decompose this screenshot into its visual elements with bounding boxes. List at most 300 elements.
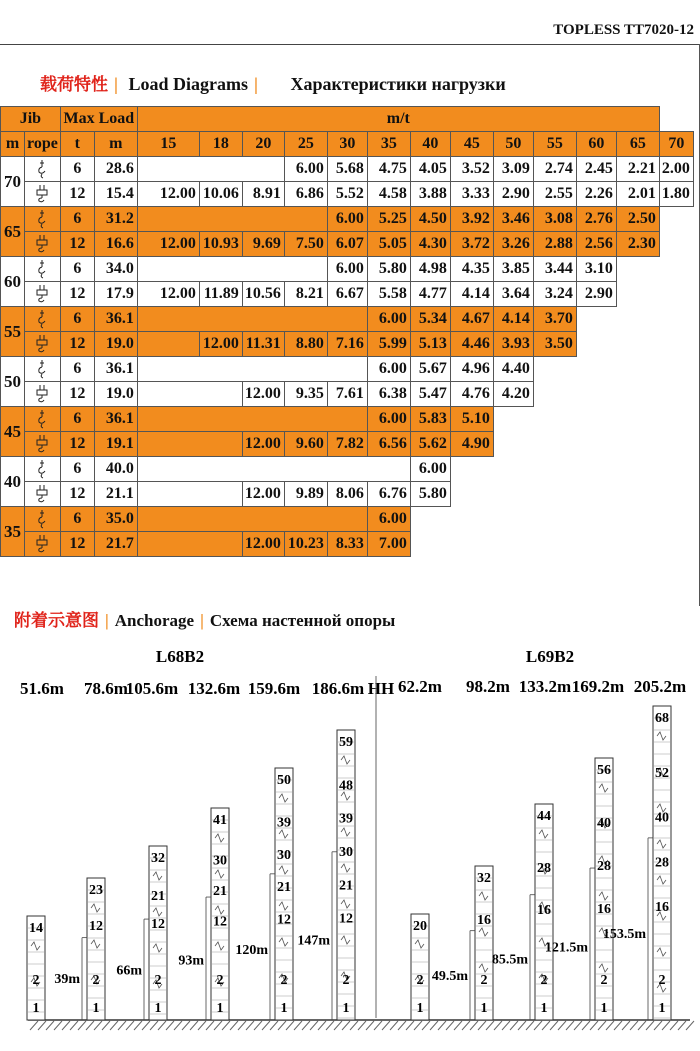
- anchor-dimension: [144, 919, 149, 1020]
- tower-section-number: 30: [213, 853, 227, 869]
- tower-height-label: 51.6m: [20, 679, 64, 698]
- rope-cell: [25, 157, 61, 182]
- anchor-height-label: 147m: [297, 933, 330, 949]
- anchor-dimension: [530, 895, 535, 1020]
- anchor-height-label: 153.5m: [602, 927, 646, 943]
- rope-cell: [25, 382, 61, 407]
- load-value: 11.89: [199, 282, 242, 307]
- load-value: 2.76: [576, 207, 616, 232]
- tower-section-number: 21: [339, 878, 353, 894]
- blank-cell: [137, 332, 199, 357]
- tower-section-number: 39: [339, 811, 353, 827]
- maxload-header: Max Load: [60, 107, 137, 132]
- jib-length: 45: [1, 407, 25, 457]
- load-value: 12.00: [242, 432, 284, 457]
- rope-cell: [25, 482, 61, 507]
- single-hook-icon: [35, 159, 49, 179]
- max-load-t: 12: [60, 282, 94, 307]
- load-value: 4.58: [367, 182, 410, 207]
- load-table: [0, 106, 694, 557]
- load-row: [1, 282, 694, 307]
- anchorage-title-en: Anchorage: [114, 611, 195, 630]
- rope-cell: [25, 307, 61, 332]
- load-row: [1, 307, 694, 332]
- load-value: 5.58: [367, 282, 410, 307]
- tower-section-number: 39: [277, 815, 291, 831]
- load-value: 2.26: [576, 182, 616, 207]
- blank-cell: [137, 407, 367, 432]
- anchor-height-label: 49.5m: [431, 968, 468, 984]
- load-value: 10.06: [199, 182, 242, 207]
- title-en: Load Diagrams: [128, 74, 248, 94]
- tower-top-section: 23: [89, 883, 103, 898]
- tower-section-number: 2: [600, 973, 608, 988]
- tower-section-number: 1: [480, 1001, 488, 1016]
- tower-height-label: 169.2m: [571, 677, 625, 696]
- load-value: 5.47: [410, 382, 450, 407]
- tower-section-number: 12: [151, 917, 165, 932]
- jib-length: 55: [1, 307, 25, 357]
- radius-header: 35: [367, 132, 410, 157]
- load-value: 4.20: [493, 382, 533, 407]
- empty-cell: [659, 232, 693, 257]
- load-value: 3.88: [410, 182, 450, 207]
- load-value: 6.38: [367, 382, 410, 407]
- load-value: 6.76: [367, 482, 410, 507]
- ground-hatch: [30, 1021, 694, 1030]
- anchor-dimension: [206, 897, 211, 1020]
- tower-section-number: 28: [537, 861, 551, 876]
- tower-section-number: 1: [600, 1001, 608, 1016]
- max-load-m: 34.0: [94, 257, 137, 282]
- tower-section-number: 12: [339, 911, 353, 927]
- load-value: 3.09: [493, 157, 533, 182]
- anchor-dimension: [82, 938, 87, 1020]
- tower-section-number: 2: [342, 973, 350, 988]
- load-value: 3.93: [493, 332, 533, 357]
- tower-section-number: 2: [658, 973, 666, 988]
- max-load-m: 40.0: [94, 457, 137, 482]
- load-value: 12.00: [137, 182, 199, 207]
- max-load-t: 12: [60, 232, 94, 257]
- load-value: 4.35: [450, 257, 493, 282]
- rope-cell: [25, 357, 61, 382]
- load-value: 11.31: [242, 332, 284, 357]
- load-value: 2.90: [576, 282, 616, 307]
- load-value: 2.55: [533, 182, 576, 207]
- load-value: 3.44: [533, 257, 576, 282]
- tower-section-number: 21: [151, 889, 165, 904]
- tower-height-label: 98.2m: [466, 677, 510, 696]
- load-value: 4.75: [367, 157, 410, 182]
- load-value: 5.80: [410, 482, 450, 507]
- rope-cell: [25, 457, 61, 482]
- tower-section-number: 48: [339, 778, 353, 794]
- load-value: 5.13: [410, 332, 450, 357]
- radius-header: 15: [137, 132, 199, 157]
- tower-section-number: 12: [213, 914, 227, 930]
- tower-section-number: 28: [597, 859, 611, 874]
- load-value: 6.07: [327, 232, 367, 257]
- radius-header: 50: [493, 132, 533, 157]
- max-load-m: 15.4: [94, 182, 137, 207]
- empty-cell: [533, 357, 693, 382]
- load-value: 3.33: [450, 182, 493, 207]
- tower-section-number: 1: [216, 1001, 224, 1016]
- load-value: 7.50: [284, 232, 327, 257]
- tower-height-label: 133.2m: [518, 677, 572, 696]
- tower-section-number: 1: [658, 1001, 666, 1016]
- max-load-m: 31.2: [94, 207, 137, 232]
- right-model-label: L69B2: [525, 647, 575, 666]
- load-value: 2.88: [533, 232, 576, 257]
- load-row: [1, 357, 694, 382]
- blank-cell: [137, 532, 242, 557]
- load-value: 1.80: [659, 182, 693, 207]
- anchorage-diagram: [0, 640, 700, 1051]
- max-load-m: 21.7: [94, 532, 137, 557]
- jib-header: Jib: [1, 107, 61, 132]
- tower-height-label: 132.6m: [187, 679, 241, 698]
- blank-cell: [137, 157, 284, 182]
- blank-cell: [137, 257, 327, 282]
- load-value: 2.50: [616, 207, 659, 232]
- load-value: 3.52: [450, 157, 493, 182]
- tower-section-number: 2: [540, 973, 548, 988]
- tower-section-number: 16: [655, 900, 669, 916]
- radius-header: 30: [327, 132, 367, 157]
- tower-section-number: 2: [32, 973, 40, 988]
- tower-section-number: 1: [92, 1001, 100, 1016]
- load-value: 10.23: [284, 532, 327, 557]
- load-value: 9.60: [284, 432, 327, 457]
- load-value: 6.00: [367, 407, 410, 432]
- load-row: [1, 482, 694, 507]
- double-hook-icon: [35, 234, 49, 254]
- radius-header: 18: [199, 132, 242, 157]
- tower-height-label: 186.6m: [311, 679, 365, 698]
- tower-top-section: 32: [477, 871, 491, 886]
- empty-cell: [659, 207, 693, 232]
- load-value: 4.77: [410, 282, 450, 307]
- radius-header: 55: [533, 132, 576, 157]
- load-row: [1, 457, 694, 482]
- load-value: 9.35: [284, 382, 327, 407]
- tower-section-number: 2: [416, 973, 424, 988]
- tower-section-number: 2: [280, 973, 288, 988]
- tower-mast: [149, 846, 167, 1020]
- load-value: 5.62: [410, 432, 450, 457]
- empty-cell: [616, 257, 693, 282]
- load-value: 10.93: [199, 232, 242, 257]
- load-value: 4.67: [450, 307, 493, 332]
- load-row: [1, 432, 694, 457]
- unit-header: m/t: [137, 107, 659, 132]
- single-hook-icon: [35, 359, 49, 379]
- tower-height-label: 62.2m: [398, 677, 442, 696]
- radius-header: 65: [616, 132, 659, 157]
- load-value: 3.85: [493, 257, 533, 282]
- load-row: [1, 382, 694, 407]
- load-value: 5.52: [327, 182, 367, 207]
- jib-length: 50: [1, 357, 25, 407]
- load-value: 2.56: [576, 232, 616, 257]
- double-hook-icon: [35, 284, 49, 304]
- load-value: 4.76: [450, 382, 493, 407]
- load-value: 9.69: [242, 232, 284, 257]
- empty-cell: [616, 282, 693, 307]
- radius-header: 70: [659, 132, 693, 157]
- tower-section-number: 16: [597, 902, 611, 917]
- max-load-m: 36.1: [94, 357, 137, 382]
- load-value: 6.67: [327, 282, 367, 307]
- load-value: 6.00: [284, 157, 327, 182]
- rope-header: rope: [25, 132, 61, 157]
- rope-cell: [25, 332, 61, 357]
- max-load-m: 35.0: [94, 507, 137, 532]
- empty-cell: [493, 432, 693, 457]
- max-load-m: 16.6: [94, 232, 137, 257]
- max-load-m: 36.1: [94, 407, 137, 432]
- max-load-t: 12: [60, 532, 94, 557]
- rope-cell: [25, 407, 61, 432]
- tower-section-number: 52: [655, 765, 669, 781]
- blank-cell: [137, 357, 367, 382]
- t-header: t: [60, 132, 94, 157]
- load-value: 4.05: [410, 157, 450, 182]
- rope-cell: [25, 532, 61, 557]
- empty-cell: [450, 482, 693, 507]
- tower-section-number: 30: [339, 845, 353, 860]
- rope-cell: [25, 257, 61, 282]
- load-row: [1, 407, 694, 432]
- load-value: 3.08: [533, 207, 576, 232]
- load-value: 5.83: [410, 407, 450, 432]
- tower-top-section: 32: [151, 851, 165, 866]
- max-load-t: 12: [60, 432, 94, 457]
- anchor-height-label: 66m: [116, 963, 142, 979]
- double-hook-icon: [35, 184, 49, 204]
- blank-cell: [137, 307, 367, 332]
- load-value: 6.00: [410, 457, 450, 482]
- max-load-t: 6: [60, 157, 94, 182]
- tower-section-number: 30: [277, 847, 291, 863]
- load-row: [1, 532, 694, 557]
- rope-cell: [25, 282, 61, 307]
- load-row: [1, 332, 694, 357]
- tower-section-number: 1: [342, 1001, 350, 1016]
- load-value: 5.80: [367, 257, 410, 282]
- load-row: [1, 157, 694, 182]
- blank-cell: [137, 382, 242, 407]
- tower-section-number: 21: [277, 880, 291, 896]
- max-load-t: 6: [60, 257, 94, 282]
- load-value: 4.14: [450, 282, 493, 307]
- tower-section-number: 40: [655, 810, 669, 826]
- load-value: 10.56: [242, 282, 284, 307]
- radius-header: 25: [284, 132, 327, 157]
- load-value: 7.82: [327, 432, 367, 457]
- load-value: 2.01: [616, 182, 659, 207]
- tower-top-section: 56: [597, 763, 611, 778]
- max-load-t: 6: [60, 207, 94, 232]
- tower-section-number: 2: [92, 973, 100, 988]
- jib-length: 60: [1, 257, 25, 307]
- tower-section-number: 1: [416, 1001, 424, 1016]
- load-value: 5.67: [410, 357, 450, 382]
- max-load-t: 12: [60, 332, 94, 357]
- load-value: 4.96: [450, 357, 493, 382]
- left-model-label: L68B2: [155, 647, 205, 666]
- load-value: 6.86: [284, 182, 327, 207]
- load-value: 4.46: [450, 332, 493, 357]
- anchor-height-label: 120m: [235, 943, 268, 959]
- load-value: 5.34: [410, 307, 450, 332]
- load-row: [1, 257, 694, 282]
- tower-top-section: 44: [537, 809, 551, 824]
- load-value: 5.99: [367, 332, 410, 357]
- header-row-2: [1, 132, 694, 157]
- max-load-m: 36.1: [94, 307, 137, 332]
- load-value: 6.00: [327, 207, 367, 232]
- blank-cell: [137, 457, 410, 482]
- load-value: 12.00: [199, 332, 242, 357]
- load-value: 2.90: [493, 182, 533, 207]
- header-row-1: [1, 107, 694, 132]
- load-value: 3.26: [493, 232, 533, 257]
- rope-cell: [25, 207, 61, 232]
- m-header: m: [1, 132, 25, 157]
- tower-top-section: 59: [339, 735, 353, 750]
- single-hook-icon: [35, 459, 49, 479]
- max-load-t: 6: [60, 457, 94, 482]
- load-value: 6.00: [367, 507, 410, 532]
- load-value: 2.45: [576, 157, 616, 182]
- anchorage-title-ru: Схема настенной опоры: [209, 611, 396, 630]
- double-hook-icon: [35, 334, 49, 354]
- double-hook-icon: [35, 434, 49, 454]
- radius-header: 40: [410, 132, 450, 157]
- tower-section-number: 40: [597, 816, 611, 831]
- single-hook-icon: [35, 309, 49, 329]
- blank-cell: [137, 432, 242, 457]
- load-value: 9.89: [284, 482, 327, 507]
- double-hook-icon: [35, 534, 49, 554]
- max-load-m: 21.1: [94, 482, 137, 507]
- load-value: 3.64: [493, 282, 533, 307]
- single-hook-icon: [35, 409, 49, 429]
- m2-header: m: [94, 132, 137, 157]
- jib-length: 35: [1, 507, 25, 557]
- jib-length: 40: [1, 457, 25, 507]
- tower-top-section: 68: [655, 711, 669, 726]
- tower-section-number: 2: [154, 973, 162, 988]
- load-value: 7.16: [327, 332, 367, 357]
- max-load-t: 6: [60, 307, 94, 332]
- tower-height-label: 105.6m: [125, 679, 179, 698]
- load-value: 3.92: [450, 207, 493, 232]
- empty-cell: [450, 457, 693, 482]
- max-load-m: 28.6: [94, 157, 137, 182]
- load-value: 6.56: [367, 432, 410, 457]
- empty-cell: [410, 507, 693, 532]
- empty-cell: [493, 407, 693, 432]
- tower-top-section: 20: [413, 919, 427, 934]
- load-value: 4.40: [493, 357, 533, 382]
- anchor-dimension: [470, 931, 475, 1020]
- load-value: 3.70: [533, 307, 576, 332]
- tower-section-number: 1: [280, 1001, 288, 1016]
- blank-cell: [137, 507, 367, 532]
- load-value: 8.06: [327, 482, 367, 507]
- tower-height-label: 159.6m: [247, 679, 301, 698]
- single-hook-icon: [35, 259, 49, 279]
- load-value: 8.33: [327, 532, 367, 557]
- anchor-dimension: [648, 838, 653, 1020]
- tower-section-number: 12: [277, 912, 291, 928]
- anchorage-heading: 附着示意图 | Anchorage | Схема настенной опоры: [14, 611, 396, 631]
- anchor-height-label: 93m: [178, 953, 204, 969]
- jib-length: 70: [1, 157, 25, 207]
- title-cn: 载荷特性: [40, 75, 108, 95]
- load-row: [1, 507, 694, 532]
- radius-header: 60: [576, 132, 616, 157]
- anchor-dimension: [332, 852, 337, 1020]
- anchor-height-label: 121.5m: [544, 940, 588, 956]
- load-value: 6.00: [327, 257, 367, 282]
- tower-section-number: 16: [477, 913, 491, 928]
- load-row: [1, 232, 694, 257]
- tower-section-number: 2: [480, 973, 488, 988]
- double-hook-icon: [35, 484, 49, 504]
- model-code: TOPLESS TT7020-12: [553, 22, 694, 38]
- load-value: 2.00: [659, 157, 693, 182]
- load-value: 3.72: [450, 232, 493, 257]
- blank-cell: [137, 207, 327, 232]
- tower-height-label: 205.2m: [633, 677, 687, 696]
- tower-section-number: 21: [213, 884, 227, 899]
- load-value: 4.98: [410, 257, 450, 282]
- empty-cell: [533, 382, 693, 407]
- load-value: 8.80: [284, 332, 327, 357]
- title-ru: Характеристики нагрузки: [290, 74, 506, 94]
- load-value: 12.00: [137, 282, 199, 307]
- load-value: 4.50: [410, 207, 450, 232]
- load-diagram-heading: 载荷特性 | Load Diagrams | Характеристики нагрузки: [40, 74, 506, 95]
- load-row: [1, 182, 694, 207]
- load-row: [1, 207, 694, 232]
- radius-header: 20: [242, 132, 284, 157]
- load-value: 12.00: [242, 382, 284, 407]
- max-load-t: 6: [60, 407, 94, 432]
- tower-section-number: 1: [540, 1001, 548, 1016]
- tower-top-section: 50: [277, 773, 291, 788]
- anchor-height-label: 85.5m: [491, 952, 528, 968]
- max-load-m: 19.0: [94, 382, 137, 407]
- tower-top-section: 41: [213, 813, 227, 828]
- load-value: 5.05: [367, 232, 410, 257]
- load-value: 4.14: [493, 307, 533, 332]
- empty-cell: [576, 307, 693, 332]
- rope-cell: [25, 432, 61, 457]
- load-value: 3.50: [533, 332, 576, 357]
- load-value: 4.30: [410, 232, 450, 257]
- load-value: 8.91: [242, 182, 284, 207]
- load-value: 2.21: [616, 157, 659, 182]
- tower-mast: [87, 878, 105, 1020]
- max-load-m: 19.1: [94, 432, 137, 457]
- empty-cell: [576, 332, 693, 357]
